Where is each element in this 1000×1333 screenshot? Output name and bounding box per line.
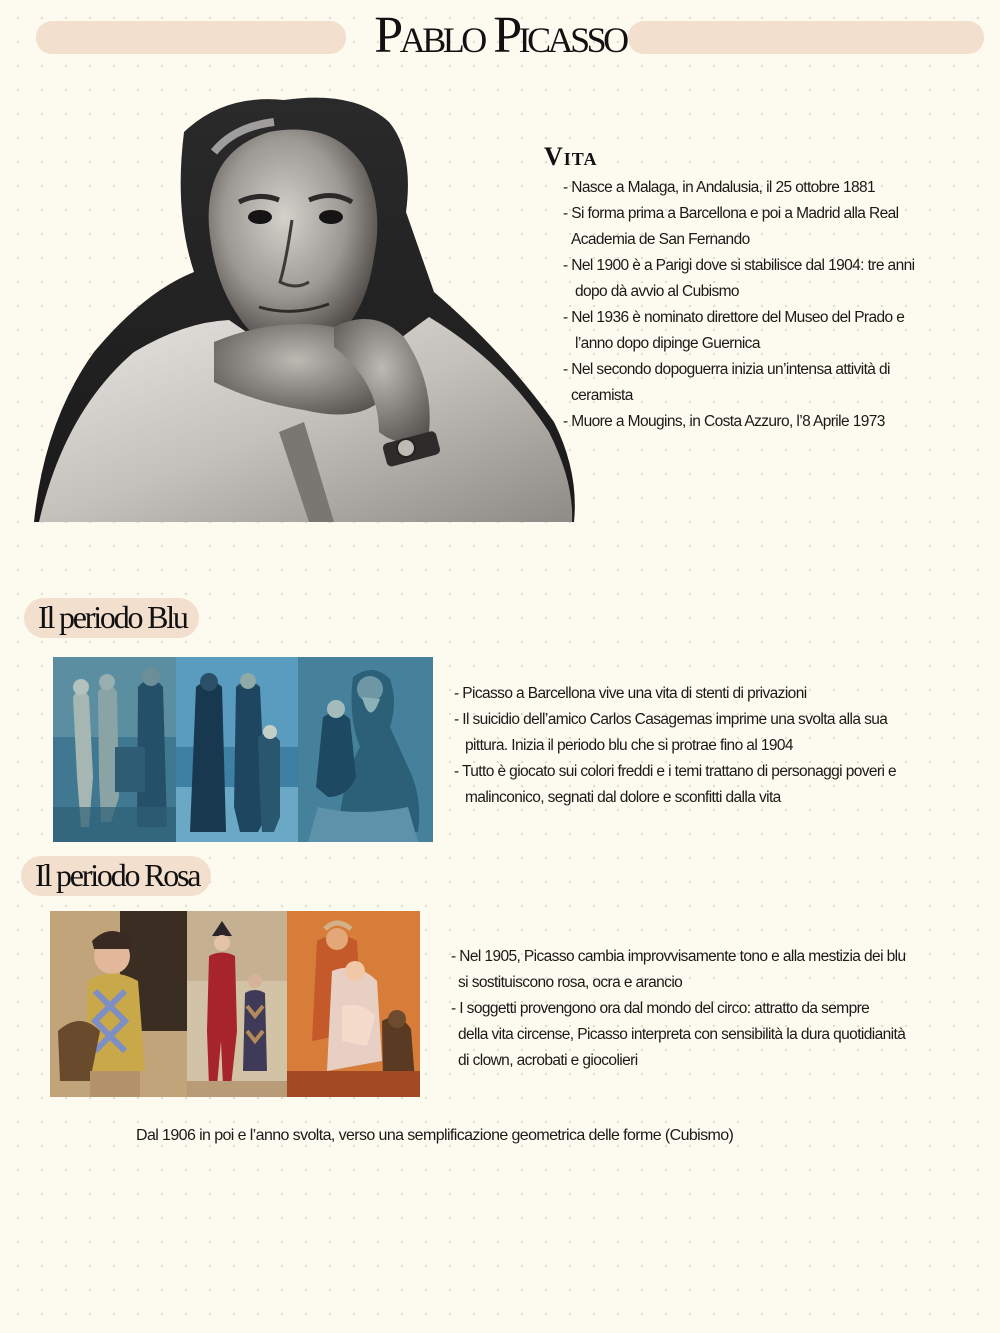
rosa-item: di clown, acrobati e giocolieri bbox=[458, 1052, 638, 1069]
rose-painting-1 bbox=[50, 911, 187, 1097]
vita-item: Academia de San Fernando bbox=[571, 231, 750, 248]
vita-item: - Nel 1900 è a Parigi dove si stabilisce dal 1904: tre anni bbox=[563, 257, 915, 274]
blu-item: - Tutto è giocato sui colori freddi e i temi trattano di personaggi poveri e bbox=[454, 763, 897, 780]
blue-painting-la-vie-icon bbox=[53, 657, 176, 842]
rosa-item: - I soggetti provengono ora dal mondo del circo: attratto da sempre bbox=[451, 1000, 870, 1017]
blu-item: malinconico, segnati dal dolore e sconfitti dalla vita bbox=[465, 789, 781, 806]
periodo-rosa-heading: Il periodo Rosa bbox=[21, 856, 211, 896]
vita-item: - Nel secondo dopoguerra inizia un’intensa attività di bbox=[563, 361, 890, 378]
periodo-blu-list bbox=[454, 681, 896, 811]
rose-painting-2 bbox=[187, 911, 287, 1097]
portrait-photo bbox=[34, 92, 579, 524]
cubism-note: Dal 1906 in poi e l’anno svolta, verso una semplificazione geometrica delle forme (Cubismo) bbox=[136, 1127, 734, 1144]
blu-item: pittura. Inizia il periodo blu che si protrae fino al 1904 bbox=[465, 737, 793, 754]
vita-heading: Vita bbox=[544, 142, 598, 171]
blu-item: - Picasso a Barcellona vive una vita di stenti di privazioni bbox=[454, 685, 807, 702]
periodo-rosa-list bbox=[451, 944, 906, 1074]
rosa-item: - Nel 1905, Picasso cambia improvvisamente tono e alla mestizia dei blu bbox=[451, 948, 906, 965]
rose-painting-acrobats-icon bbox=[187, 911, 287, 1097]
rose-painting-family-icon bbox=[287, 911, 420, 1097]
blu-item: - Il suicidio dell’amico Carlos Casagemas imprime una svolta alla sua bbox=[454, 711, 888, 728]
blue-painting-3 bbox=[298, 657, 433, 842]
page-title: Pablo Picasso bbox=[374, 7, 626, 64]
portrait-photo-icon bbox=[34, 92, 579, 524]
blue-painting-tragedy-icon bbox=[176, 657, 298, 842]
vita-item: l’anno dopo dipinge Guernica bbox=[575, 335, 760, 352]
rose-painting-harlequin-icon bbox=[50, 911, 187, 1097]
vita-list bbox=[563, 175, 914, 435]
vita-item: - Si forma prima a Barcellona e poi a Madrid alla Real bbox=[563, 205, 899, 222]
vita-item: - Muore a Mougins, in Costa Azzuro, l’8 Aprile 1973 bbox=[563, 413, 885, 430]
rosa-item: della vita circense, Picasso interpreta con sensibilità la dura quotidianità bbox=[458, 1026, 906, 1043]
vita-item: - Nasce a Malaga, in Andalusia, il 25 ottobre 1881 bbox=[563, 179, 876, 196]
periodo-blu-heading: Il periodo Blu bbox=[24, 598, 199, 638]
rosa-item: si sostituiscono rosa, ocra e arancio bbox=[458, 974, 683, 991]
vita-item: ceramista bbox=[571, 387, 633, 404]
blue-painting-old-man-icon bbox=[298, 657, 433, 842]
rose-painting-3 bbox=[287, 911, 420, 1097]
blue-painting-2 bbox=[176, 657, 298, 842]
vita-item: dopo dà avvio al Cubismo bbox=[575, 283, 739, 300]
vita-item: - Nel 1936 è nominato direttore del Museo del Prado e bbox=[563, 309, 905, 326]
blue-painting-1 bbox=[53, 657, 176, 842]
